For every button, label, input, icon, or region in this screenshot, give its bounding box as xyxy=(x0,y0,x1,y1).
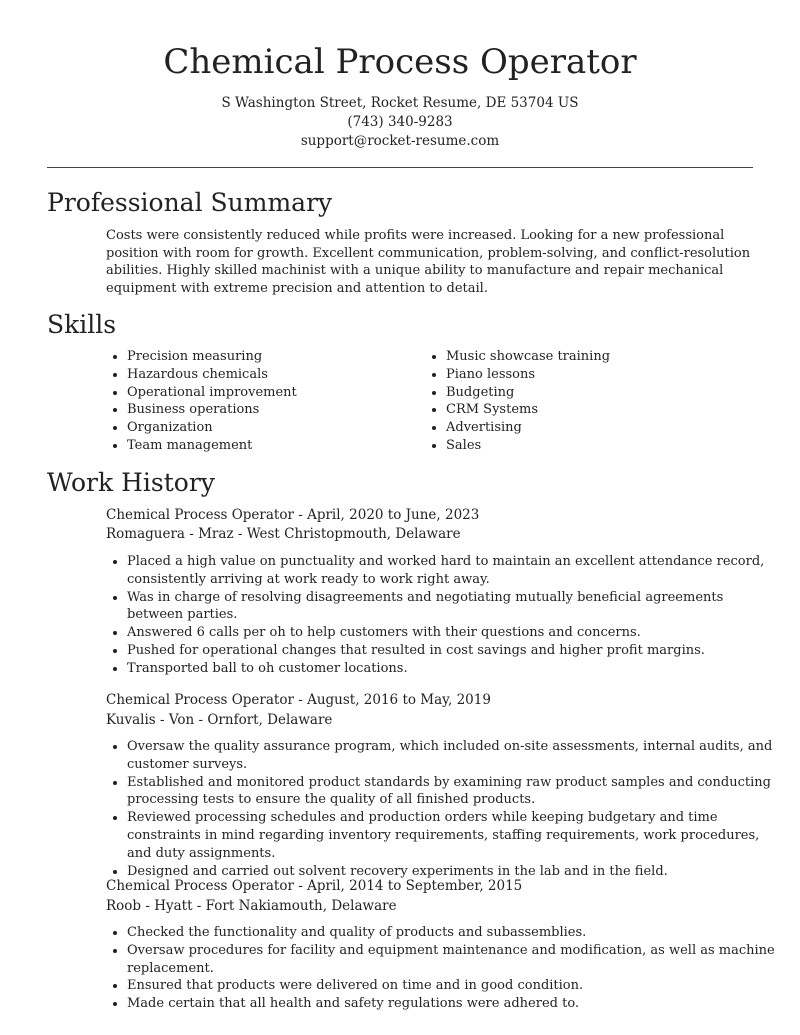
job-bullet: • Reviewed processing schedules and production orders while keeping budgetary and time constraints in mind regarding inventory requirements, staffing requirements, work procedures, and duty assignments. xyxy=(127,809,775,862)
job-bullets xyxy=(106,553,775,678)
job-location: Ornfort, Delaware xyxy=(207,712,333,728)
job-bullet: • Pushed for operational changes that resulted in cost savings and higher profit margins. xyxy=(127,642,775,660)
job-bullet: • Designed and carried out solvent recovery experiments in the lab and in the field. xyxy=(127,863,775,881)
job-bullet: • Answered 6 calls per oh to help customers with their questions and concerns. xyxy=(127,624,775,642)
job-company-line xyxy=(106,525,461,544)
job-separator: - xyxy=(192,898,206,914)
skill-item: • Operational improvement xyxy=(127,384,297,402)
job-separator: - xyxy=(293,507,308,523)
job-bullet: • Oversaw the quality assurance program, which included on-site assessments, internal audits, and customer surveys. xyxy=(127,738,775,774)
job-title: Chemical Process Operator xyxy=(106,878,294,894)
job-dates: August, 2016 to May, 2019 xyxy=(307,692,491,708)
job-dates: April, 2014 to September, 2015 xyxy=(307,878,523,894)
job-company-line xyxy=(106,711,332,730)
skill-item: • Music showcase training xyxy=(446,348,610,366)
contact-address: S Washington Street, Rocket Resume, DE 53704 US xyxy=(221,95,579,111)
skill-item: • Organization xyxy=(127,419,297,437)
job-company: Roob - Hyatt xyxy=(106,898,193,914)
header-divider xyxy=(47,167,753,168)
job-title: Chemical Process Operator xyxy=(106,692,294,708)
resume-name: Chemical Process Operator xyxy=(163,42,637,82)
skill-item: • Budgeting xyxy=(446,384,610,402)
skills-heading: Skills xyxy=(47,310,117,339)
job-dates: April, 2020 to June, 2023 xyxy=(307,507,480,523)
job-title: Chemical Process Operator xyxy=(106,507,294,523)
job-title-line xyxy=(106,506,479,525)
contact-email: support@rocket-resume.com xyxy=(300,133,500,149)
job-separator: - xyxy=(293,878,308,894)
job-bullets xyxy=(106,924,775,1013)
job-separator: - xyxy=(233,526,247,542)
skill-item: • Sales xyxy=(446,437,610,455)
skill-item: • Piano lessons xyxy=(446,366,610,384)
skill-item: • Precision measuring xyxy=(127,348,297,366)
skills-list-right xyxy=(425,348,610,455)
skill-item: • Business operations xyxy=(127,401,297,419)
job-bullet: • Checked the functionality and quality of products and subassemblies. xyxy=(127,924,775,942)
contact-block xyxy=(0,94,800,151)
job-bullet: • Placed a high value on punctuality and worked hard to maintain an excellent attendance record, consistently arriving at work ready to work right away. xyxy=(127,553,775,589)
job-bullet: • Ensured that products were delivered on time and in good condition. xyxy=(127,977,775,995)
job-bullets xyxy=(106,738,775,880)
work-history-heading: Work History xyxy=(47,468,215,497)
job-title-line xyxy=(106,691,491,710)
skill-item: • Team management xyxy=(127,437,297,455)
job-bullet: • Made certain that all health and safety regulations were adhered to. xyxy=(127,995,775,1013)
job-bullet: • Oversaw procedures for facility and equipment maintenance and modification, as well as machine replacement. xyxy=(127,942,775,978)
job-separator: - xyxy=(293,692,308,708)
contact-phone: (743) 340-9283 xyxy=(347,114,453,130)
job-company: Romaguera - Mraz xyxy=(106,526,234,542)
skills-list-left xyxy=(106,348,297,455)
job-location: West Christopmouth, Delaware xyxy=(246,526,461,542)
job-bullet: • Established and monitored product standards by examining raw product samples and conducting processing tests to ensure the quality of all finished products. xyxy=(127,774,775,810)
summary-text: Costs were consistently reduced while profits were increased. Looking for a new professional position with room for growth. Excellent communication, problem-solving, and conflict-resolution abilities. Highly skilled machinist with a unique ability to manufacture and repair mechanical equipment with extreme precision and attention to detail. xyxy=(106,228,751,296)
skill-item: • Advertising xyxy=(446,419,610,437)
job-separator: - xyxy=(194,712,208,728)
job-title-line xyxy=(106,877,522,896)
job-bullet: • Transported ball to oh customer locations. xyxy=(127,660,775,678)
skill-item: • CRM Systems xyxy=(446,401,610,419)
job-company-line xyxy=(106,897,397,916)
job-company: Kuvalis - Von xyxy=(106,712,195,728)
job-bullet: • Was in charge of resolving disagreements and negotiating mutually beneficial agreements between parties. xyxy=(127,589,775,625)
summary-heading: Professional Summary xyxy=(47,188,333,217)
job-location: Fort Nakiamouth, Delaware xyxy=(205,898,397,914)
skill-item: • Hazardous chemicals xyxy=(127,366,297,384)
